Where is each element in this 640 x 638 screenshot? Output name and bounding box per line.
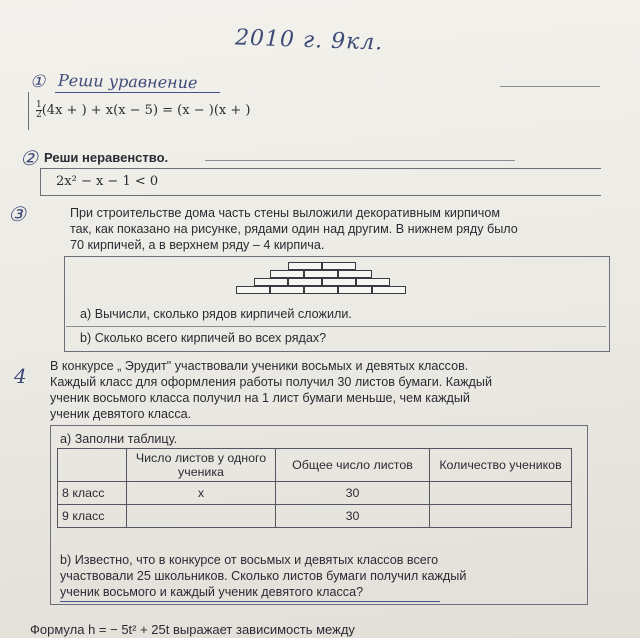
task3-text-line: При строительстве дома часть стены выложили декоративным кирпичом xyxy=(70,206,501,220)
table-cell: 30 xyxy=(276,482,430,505)
task4-text-line: В конкурсе „ Эрудит" участвовали ученики восьмых и девятых классов. xyxy=(50,359,469,373)
task2-rule xyxy=(205,160,515,161)
handwritten-header: 2010 г. 9кл. xyxy=(234,25,384,56)
table-cell: 9 класс xyxy=(58,505,127,528)
task5-partial-text: Формула h = − 5t² + 25t выражает зависимость между xyxy=(30,622,355,637)
task3-text-line: так, как показано на рисунке, рядами один над другим. В нижнем ряду было xyxy=(70,222,518,236)
task1-title: Реши уравнение xyxy=(57,70,198,93)
table-header-cell: Количество учеников xyxy=(430,449,572,482)
table-cell: 8 класс xyxy=(58,482,127,505)
task1-rule xyxy=(500,86,600,87)
table-row xyxy=(58,482,572,505)
task4-part-a: а) Заполни таблицу. xyxy=(60,432,178,446)
table-row xyxy=(58,505,572,528)
task2-inequality: 2x² − x − 1 < 0 xyxy=(56,174,159,189)
task3-text-line: 70 кирпичей, а в верхнем ряду – 4 кирпича. xyxy=(70,238,325,252)
task2-number: ② xyxy=(20,146,38,170)
task4-text-line: Каждый класс для оформления работы получил 30 листов бумаги. Каждый xyxy=(50,375,492,389)
fraction-half: $\frac{1}{2}$ xyxy=(36,100,42,120)
task4-text-line: ученик девятого класса. xyxy=(50,407,192,421)
task1-equation: $\frac{1}{2}$ (4x + ) + x(x − 5) = (x − )(x + ) xyxy=(36,100,251,120)
table-cell: x xyxy=(127,482,276,505)
task3-number: ③ xyxy=(8,202,26,226)
task3-text xyxy=(70,205,615,253)
task4-handwritten-underline xyxy=(60,601,440,602)
table-header-cell xyxy=(58,449,127,482)
table-header-cell: Общее число листов xyxy=(276,449,430,482)
task2-title: Реши неравенство. xyxy=(44,150,169,165)
table-cell xyxy=(127,505,276,528)
table-header-cell: Число листов у одного ученика xyxy=(127,449,276,482)
table-header-row xyxy=(58,449,572,482)
task1-number: ① xyxy=(30,72,46,92)
task4-number: 4 xyxy=(14,364,27,388)
task3-question-b: b) Сколько всего кирпичей во всех рядах? xyxy=(80,331,327,345)
task4-text xyxy=(50,358,610,422)
task4-part-b xyxy=(60,552,580,600)
table-cell xyxy=(430,482,572,505)
task3-divider xyxy=(66,326,606,327)
task3-question-a: а) Вычисли, сколько рядов кирпичей сложили. xyxy=(80,307,352,321)
task4-text-line: ученик восьмого класса получил на 1 лист бумаги меньше, чем каждый xyxy=(50,391,470,405)
task4-part-b-line: b) Известно, что в конкурсе от восьмых и девятых классов всего xyxy=(60,553,439,567)
task4-part-b-line: участвовали 25 школьников. Сколько листов бумаги получил каждый xyxy=(60,569,467,583)
task4-table xyxy=(57,448,572,528)
table-cell: 30 xyxy=(276,505,430,528)
table-cell xyxy=(430,505,572,528)
task4-part-b-line: ученик восьмого и каждый ученик девятого класса? xyxy=(60,585,364,599)
